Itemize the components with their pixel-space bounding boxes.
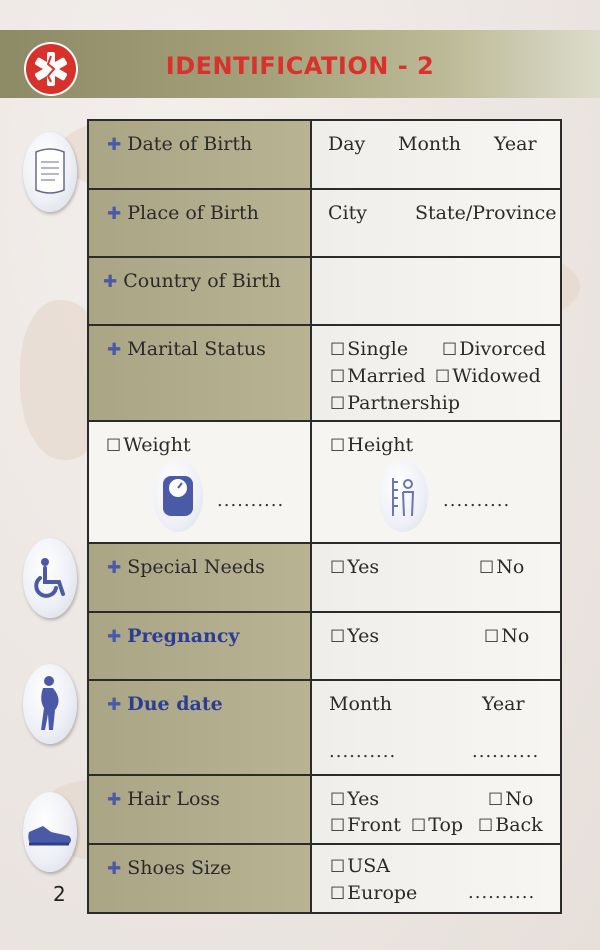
height-cell	[312, 422, 560, 542]
row-due-date	[89, 681, 560, 776]
plus-icon: ✚	[107, 695, 122, 715]
partnership-checkbox[interactable]: ☐ Partnership	[330, 392, 461, 414]
pregnant-woman-icon	[23, 664, 77, 744]
value-cell	[312, 776, 560, 843]
day-field[interactable]: Day	[328, 133, 366, 155]
hair-loss-top-checkbox[interactable]: ☐ Top	[411, 814, 464, 836]
shoes-usa-checkbox[interactable]: ☐ USA	[330, 855, 390, 877]
date-of-birth-label: ✚ Date of Birth	[107, 133, 253, 155]
country-field[interactable]	[312, 258, 560, 324]
place-of-birth-label: ✚ Place of Birth	[107, 202, 259, 224]
special-needs-yes-checkbox[interactable]: ☐ Yes	[330, 556, 380, 578]
city-field[interactable]: City	[328, 202, 367, 224]
height-measure-icon	[378, 460, 428, 532]
label-cell	[89, 544, 312, 611]
special-needs-no-checkbox[interactable]: ☐ No	[479, 556, 525, 578]
shoes-size-label: ✚ Shoes Size	[107, 857, 232, 879]
row-weight-height	[89, 422, 560, 544]
weight-blank[interactable]: ..........	[217, 490, 285, 511]
row-marital-status	[89, 326, 560, 422]
marital-status-label: ✚ Marital Status	[107, 338, 266, 360]
hair-loss-no-checkbox[interactable]: ☐ No	[488, 788, 534, 810]
plus-icon: ✚	[107, 558, 122, 578]
row-date-of-birth	[89, 121, 560, 190]
divorced-checkbox[interactable]: ☐ Divorced	[442, 338, 546, 360]
plus-icon: ✚	[107, 627, 122, 647]
hair-loss-back-checkbox[interactable]: ☐ Back	[478, 814, 543, 836]
widowed-checkbox[interactable]: ☐ Widowed	[435, 365, 541, 387]
label-cell	[89, 845, 312, 912]
label-cell	[89, 681, 312, 774]
due-month-blank[interactable]: ..........	[329, 741, 397, 762]
due-month-label: Month	[329, 693, 393, 715]
page-number: 2	[53, 882, 66, 906]
month-field[interactable]: Month	[398, 133, 462, 155]
height-blank[interactable]: ..........	[443, 490, 511, 511]
value-cell	[312, 544, 560, 611]
due-year-blank[interactable]: ..........	[472, 741, 540, 762]
pregnancy-no-checkbox[interactable]: ☐ No	[484, 625, 530, 647]
label-cell	[89, 121, 312, 188]
year-field[interactable]: Year	[494, 133, 537, 155]
plus-icon: ✚	[107, 790, 122, 810]
plus-icon: ✚	[107, 859, 122, 879]
birth-certificate-icon	[23, 132, 77, 212]
weight-checkbox[interactable]: ☐ Weight	[106, 434, 191, 456]
plus-icon: ✚	[107, 340, 122, 360]
hair-loss-yes-checkbox[interactable]: ☐ Yes	[330, 788, 380, 810]
due-year-label: Year	[482, 693, 525, 715]
pregnancy-label: ✚ Pregnancy	[107, 625, 240, 647]
label-cell	[89, 776, 312, 843]
label-cell	[89, 613, 312, 679]
height-checkbox[interactable]: ☐ Height	[330, 434, 414, 456]
value-cell	[312, 613, 560, 679]
label-cell	[89, 326, 312, 420]
row-pregnancy	[89, 613, 560, 681]
value-cell	[312, 190, 560, 256]
plus-icon: ✚	[107, 204, 122, 224]
wheelchair-icon	[23, 538, 77, 618]
row-hair-loss	[89, 776, 560, 845]
row-country-of-birth	[89, 258, 560, 326]
row-place-of-birth	[89, 190, 560, 258]
shoes-europe-checkbox[interactable]: ☐ Europe	[330, 882, 418, 904]
value-cell	[312, 326, 560, 420]
shoe-icon	[23, 792, 77, 872]
married-checkbox[interactable]: ☐ Married	[330, 365, 426, 387]
row-shoes-size	[89, 845, 560, 912]
shoes-size-blank[interactable]: ..........	[468, 882, 536, 903]
special-needs-label: ✚ Special Needs	[107, 556, 265, 578]
page-title: IDENTIFICATION - 2	[165, 52, 435, 80]
state-province-field[interactable]: State/Province	[415, 202, 557, 224]
value-cell	[312, 121, 560, 188]
single-checkbox[interactable]: ☐ Single	[330, 338, 409, 360]
hair-loss-front-checkbox[interactable]: ☐ Front	[330, 814, 401, 836]
label-cell	[89, 190, 312, 256]
identification-form	[87, 119, 562, 914]
country-of-birth-label: ✚ Country of Birth	[103, 270, 281, 292]
value-cell	[312, 845, 560, 912]
plus-icon: ✚	[107, 135, 122, 155]
pregnancy-yes-checkbox[interactable]: ☐ Yes	[330, 625, 380, 647]
row-special-needs	[89, 544, 560, 613]
value-cell	[312, 681, 560, 774]
plus-icon: ✚	[103, 272, 118, 292]
hair-loss-label: ✚ Hair Loss	[107, 788, 220, 810]
weight-cell	[89, 422, 312, 542]
label-cell	[89, 258, 312, 324]
scale-icon	[153, 460, 203, 532]
due-date-label: ✚ Due date	[107, 693, 223, 715]
